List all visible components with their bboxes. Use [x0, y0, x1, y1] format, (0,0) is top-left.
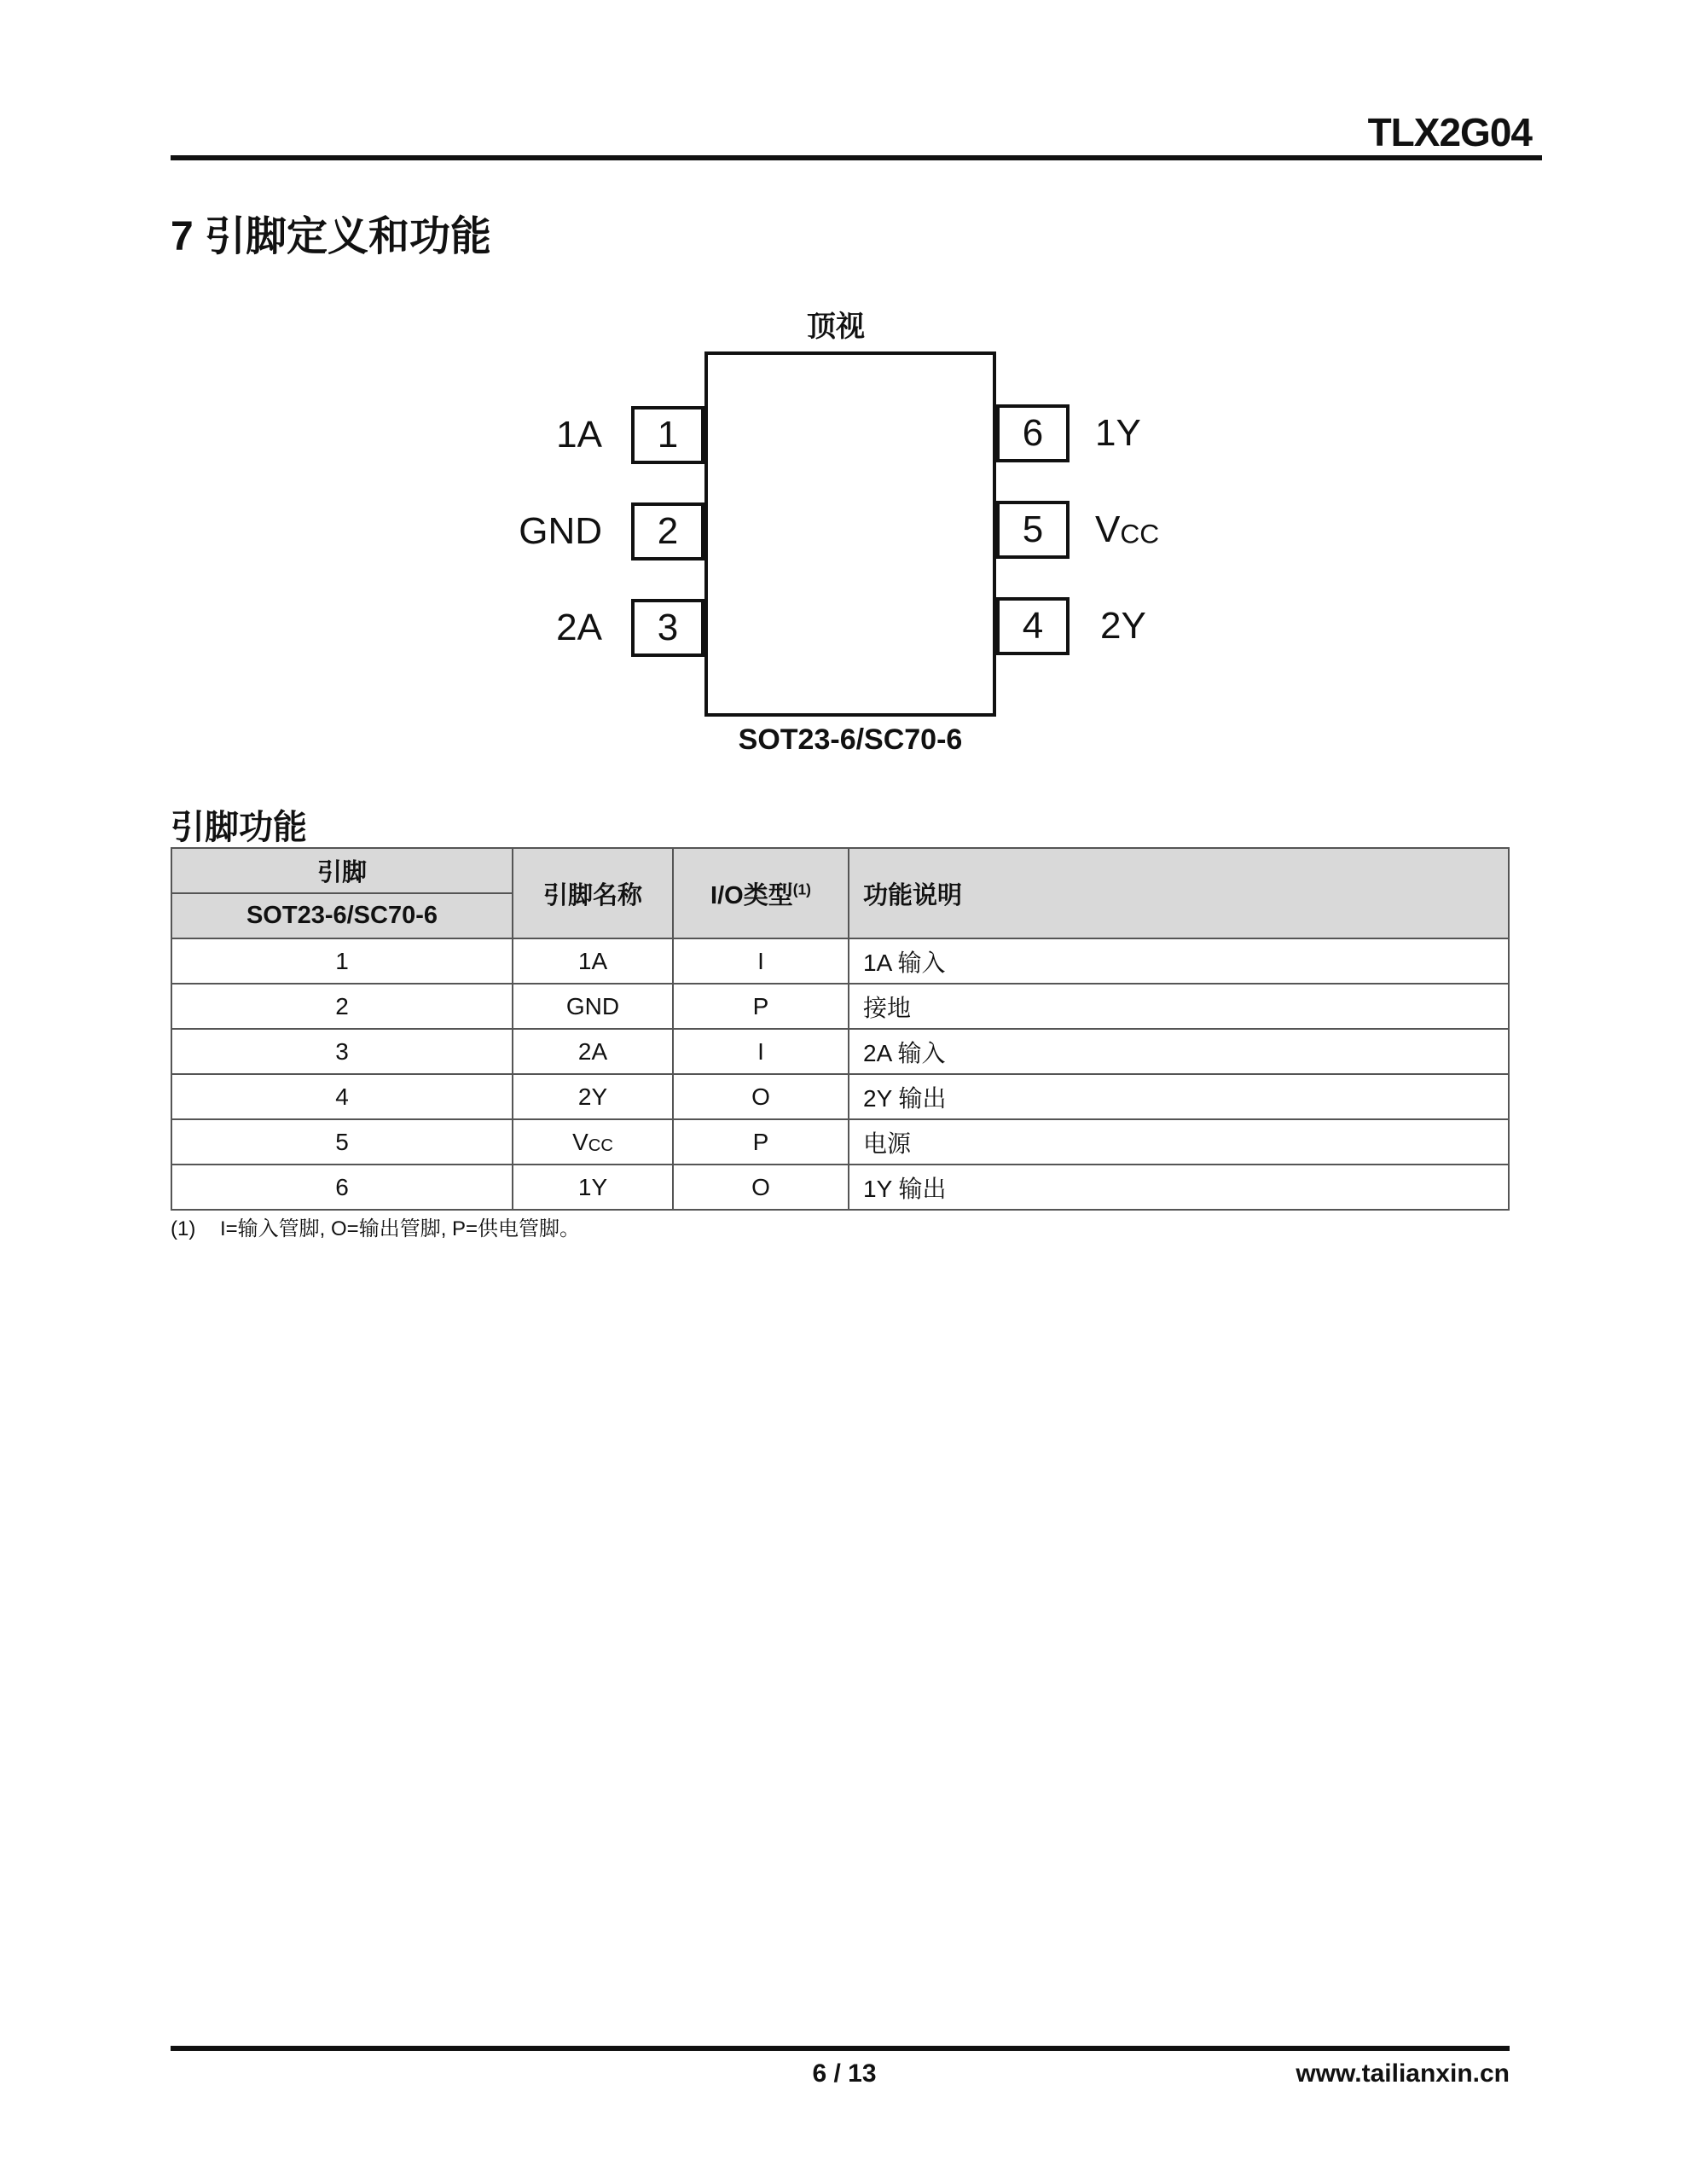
cell-desc: 1Y 输出 [849, 1165, 1509, 1210]
cell-pin: 4 [171, 1074, 513, 1119]
footer-divider [171, 2046, 1510, 2051]
header-description: 功能说明 [849, 848, 1509, 938]
table-row [171, 1165, 1509, 1210]
cell-name: 2A [513, 1029, 673, 1074]
pin-label-gnd: GND [519, 510, 602, 552]
cell-name: 1A [513, 938, 673, 984]
cell-pin: 1 [171, 938, 513, 984]
pin-label-1y: 1Y [1095, 412, 1141, 454]
pin-label-vcc [1095, 501, 1215, 559]
package-label: SOT23-6/SC70-6 [738, 723, 963, 756]
cell-name: 1Y [513, 1165, 673, 1210]
pin-label-1a: 1A [556, 414, 602, 456]
view-label: 顶视 [807, 311, 865, 343]
table-row [171, 1074, 1509, 1119]
page-number: 6 / 13 [812, 2059, 877, 2088]
pin-box-2: 2 [631, 502, 704, 561]
website-link[interactable]: www.tailianxin.cn [1296, 2059, 1510, 2088]
cell-name [513, 1119, 673, 1165]
header-package: SOT23-6/SC70-6 [171, 893, 513, 938]
cell-pin: 2 [171, 984, 513, 1029]
cell-name: GND [513, 984, 673, 1029]
cell-io: I [673, 938, 849, 984]
header-pin-name: 引脚名称 [513, 848, 673, 938]
cell-desc: 1A 输入 [849, 938, 1509, 984]
document-part-number: TLX2G04 [1367, 110, 1532, 154]
cell-io: O [673, 1074, 849, 1119]
table-row [171, 938, 1509, 984]
pin-box-1: 1 [631, 406, 704, 464]
table-row [171, 1029, 1509, 1074]
table-row [171, 1119, 1509, 1165]
cell-desc: 2A 输入 [849, 1029, 1509, 1074]
footnote-number: (1) [171, 1217, 196, 1240]
pin-box-4: 4 [996, 597, 1070, 655]
pin-function-table [171, 847, 1510, 1211]
pinout-diagram [0, 0, 1687, 768]
cell-desc: 电源 [849, 1119, 1509, 1165]
cell-io: P [673, 984, 849, 1029]
pin-box-6: 6 [996, 404, 1070, 462]
pin-function-heading: 引脚功能 [171, 809, 307, 846]
pin-label-2y: 2Y [1100, 605, 1146, 647]
cell-desc: 接地 [849, 984, 1509, 1029]
cell-name-vcc-main: V [572, 1128, 588, 1155]
cell-name: 2Y [513, 1074, 673, 1119]
cell-pin: 5 [171, 1119, 513, 1165]
cell-io: I [673, 1029, 849, 1074]
cell-pin: 3 [171, 1029, 513, 1074]
pin-label-vcc-main: V [1095, 508, 1121, 550]
header-io-type-label: I/O类型 [710, 881, 793, 909]
footnote-text: I=输入管脚, O=输出管脚, P=供电管脚。 [220, 1217, 581, 1240]
pin-box-5: 5 [996, 501, 1070, 559]
header-io-note: (1) [792, 880, 811, 897]
chip-body [704, 351, 996, 717]
pin-box-3: 3 [631, 599, 704, 657]
cell-io: P [673, 1119, 849, 1165]
cell-name-vcc-sub: CC [588, 1136, 613, 1155]
section-title: 7 引脚定义和功能 [171, 214, 492, 259]
header-io-type [673, 848, 849, 938]
cell-desc: 2Y 输出 [849, 1074, 1509, 1119]
table-footnote [171, 1211, 580, 1241]
header-pin: 引脚 [171, 848, 513, 893]
pin-label-2a: 2A [556, 607, 602, 648]
table-row [171, 984, 1509, 1029]
cell-pin: 6 [171, 1165, 513, 1210]
cell-io: O [673, 1165, 849, 1210]
pin-label-vcc-sub: CC [1120, 518, 1160, 549]
